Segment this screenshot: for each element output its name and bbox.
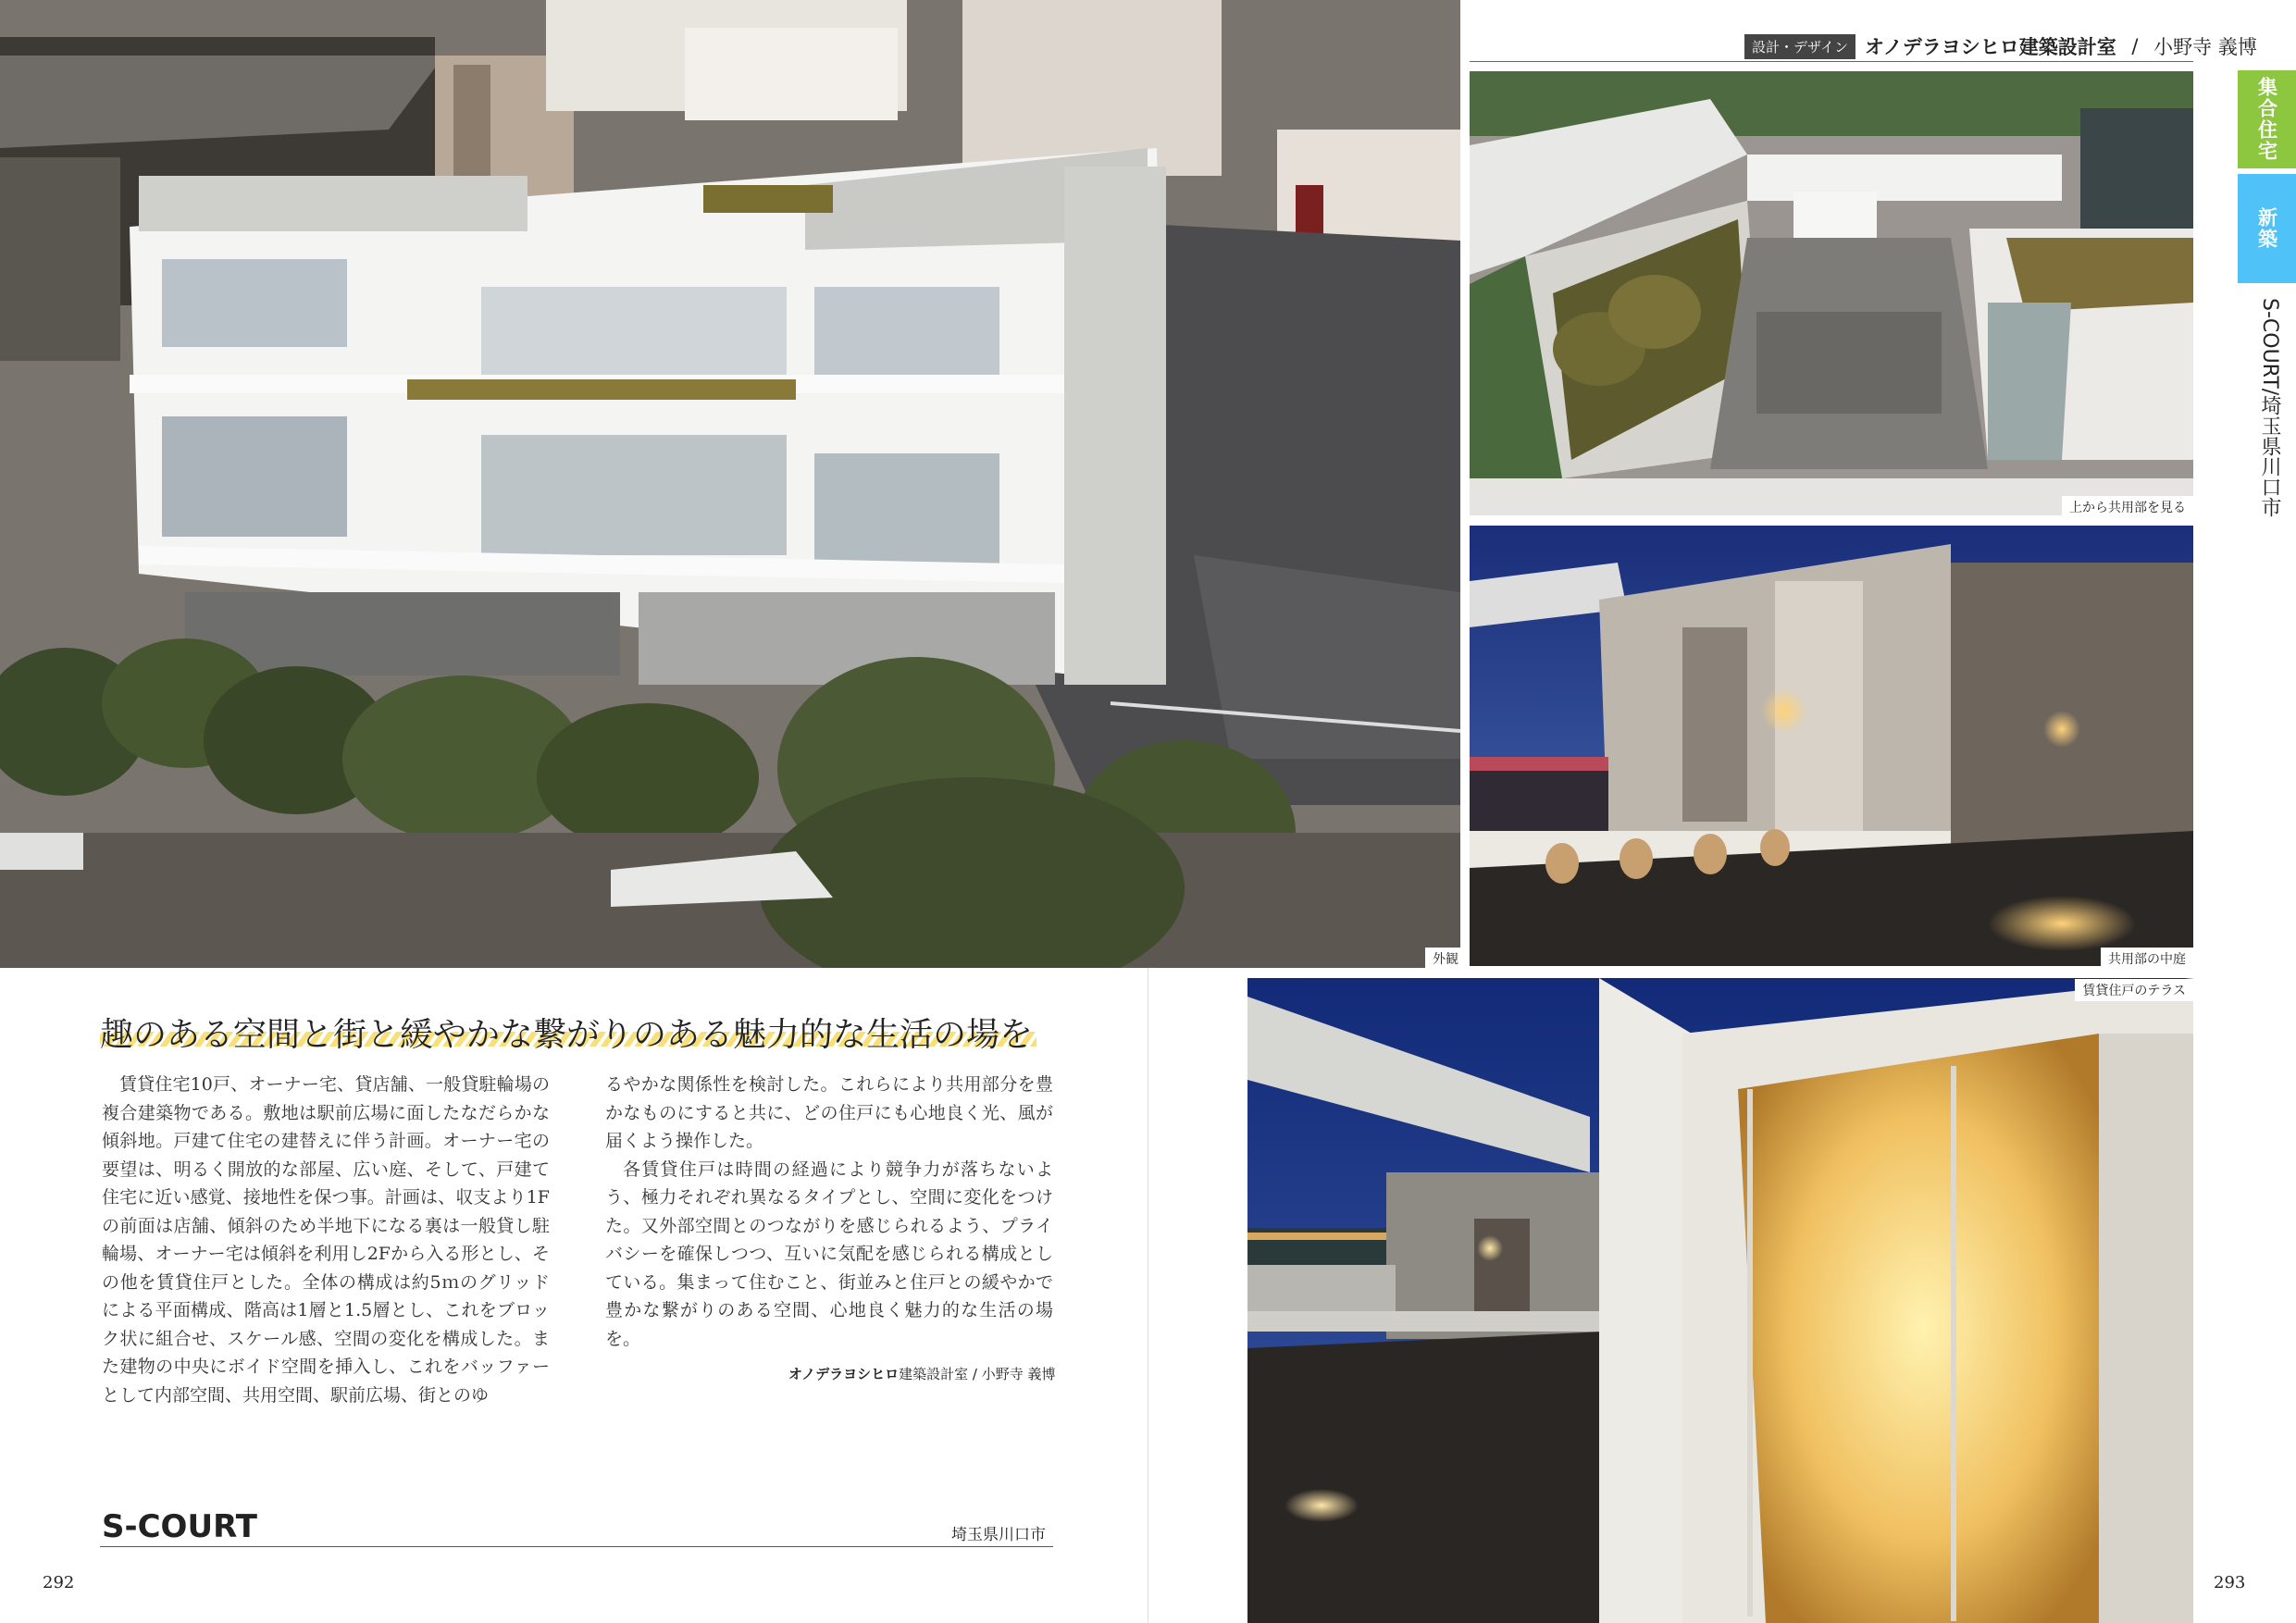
type-tab <box>2238 174 2296 283</box>
terrace-photo <box>1247 978 2193 1623</box>
article-paragraph-2: るやかな関係性を検討した。これらにより共用部分を豊かなものにすると共に、どの住戸にも心地良く光、風が届くよう操作した。 <box>605 1074 1053 1151</box>
caption-top-view: 上から共用部を見る <box>2062 496 2193 518</box>
credit-header <box>1744 31 2257 61</box>
credit-separator: / <box>2125 35 2145 57</box>
credit-architect: 小野寺 義博 <box>2153 36 2257 58</box>
page-number-right: 293 <box>2214 1573 2246 1592</box>
project-location: 埼玉県川口市 <box>951 1526 1046 1544</box>
credit-tag: 設計・デザイン <box>1744 34 1855 59</box>
article-paragraph-3: 各賃貸住戸は時間の経過により競争力が落ちないよう、極力それぞれ異なるタイプとし、空間に変化をつけた。又外部空間とのつながりを感じられるよう、プライバシーを確保しつつ、互いに気配を感じられる構成としている。集まって住むこと、街並みと住戸との緩やかで豊かな繋がりのある空間、心地良く魅力的な生活の場を。 <box>605 1158 1053 1349</box>
signature-rest: 建築設計室 / 小野寺 義博 <box>899 1366 1056 1382</box>
footer-rule <box>100 1546 1053 1547</box>
header-rule <box>1470 61 2193 62</box>
article-signature <box>788 1364 1055 1383</box>
vertical-project-title: S-COURT/埼玉県川口市 <box>2258 298 2281 518</box>
article-column-2 <box>605 1071 1053 1353</box>
project-name: S-COURT <box>102 1508 257 1545</box>
signature-firm: オノデラヨシヒロ <box>788 1366 900 1382</box>
type-tab-label: 新築 <box>2255 207 2278 250</box>
caption-exterior: 外観 <box>1425 948 1466 970</box>
exterior-photo <box>0 0 1460 968</box>
article-paragraph-1: 賃貸住宅10戸、オーナー宅、貸店舗、一般貸駐輪場の複合建築物である。敷地は駅前広場に面したなだらかな傾斜地。戸建て住宅の建替えに伴う計画。オーナー宅の要望は、明るく開放的な部屋、広い庭、そして、戸建て住宅に近い感覚、接地性を保つ事。計画は、収支より1Fの前面は店舗、傾斜のため半地下になる裏は一般貸し駐輪場、オーナー宅は傾斜を利用し2Fから入る形とし、その他を賃貸住戸とした。全体の構成は約5ｍのグリッドによる平面構成、階高は1層と1.5層とし、これをブロック状に組合せ、スケール感、空間の変化を構成した。また建物の中央にボイド空間を挿入し、これをバッファーとして内部空間、共用空間、駅前広場、街とのゆ <box>102 1074 550 1406</box>
category-tab <box>2238 70 2296 168</box>
page-number-left: 292 <box>43 1573 75 1592</box>
courtyard-photo <box>1470 526 2193 966</box>
caption-courtyard: 共用部の中庭 <box>2101 948 2193 970</box>
article-headline: 趣のある空間と街と緩やかな繋がりのある魅力的な生活の場を <box>100 1016 1034 1054</box>
caption-terrace: 賃貸住戸のテラス <box>2075 979 2193 1001</box>
top-view-photo <box>1470 71 2193 515</box>
article-column-1 <box>102 1071 550 1409</box>
category-tab-label: 集合住宅 <box>2255 77 2278 162</box>
credit-firm: オノデラヨシヒロ建築設計室 <box>1864 36 2116 58</box>
